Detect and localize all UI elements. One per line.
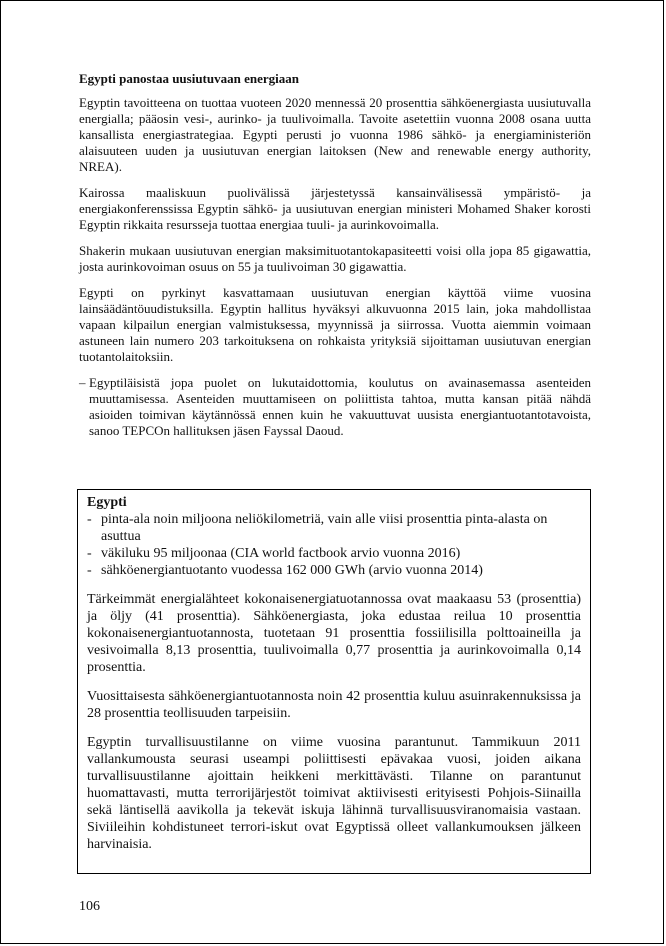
article-paragraph-3: Shakerin mukaan uusiutuvan energian maksimituotantokapasiteetti voisi olla jopa 85 gigawattia, josta aurinkovoiman osuus on 55 ja tuulivoiman 30 gigawattia. <box>79 243 591 274</box>
quote-dash: – <box>79 375 86 390</box>
fact-box-paragraph-1: Tärkeimmät energialähteet kokonaisenergiatuotannossa ovat maakaasu 53 (prosenttia) ja öljy (41 prosenttia). Sähköenergiasta, joka edustaa reilua 10 prosenttia kokonaisenergiantuotannosta, tuotetaan 91 prosenttia fossiilisilla polttoaineilla ja vesivoimalla 8,13 prosenttia, tuulivoimalla 0,77 prosenttia ja aurinkovoimalla 0,14 prosenttia. <box>87 592 581 675</box>
quote-paragraph <box>79 375 591 439</box>
fact-box-item-text: väkiluku 95 miljoonaa (CIA world factbook arvio vuonna 2016) <box>101 546 461 561</box>
page-number: 106 <box>79 899 100 914</box>
quote-text: Egyptiläisistä jopa puolet on lukutaidottomia, koulutus on avainasemassa asenteiden muuttamisessa. Asenteiden muuttamiseen on poliittista tahtoa, mutta kansan pitää nähdä asioiden toimivan käytännössä ennen kuin he vakuuttuvat uusista energiantuotantotavoista, sanoo TEPCOn hallituksen jäsen Fayssal Daoud. <box>89 375 591 438</box>
article-heading: Egypti panostaa uusiutuvaan energiaan <box>79 71 299 86</box>
fact-box-item <box>87 545 581 562</box>
bullet-dash: - <box>87 563 92 578</box>
article-paragraph-4: Egypti on pyrkinyt kasvattamaan uusiutuvan energian käyttöä viime vuosina lainsäädäntöuudistuksilla. Egyptin hallitus hyväksyi alkuvuonna 2015 lain, joka mahdollistaa vapaan kilpailun energian valmistuksessa, myynnissä ja siirrossa. Vuotta aiemmin voimaan astuneen lain numero 203 tarkoituksena on rohkaista yrityksiä sijoittaman uusiutuvan energian tuotantolaitoksiin. <box>79 285 591 364</box>
fact-box-title: Egypti <box>87 495 127 510</box>
article <box>79 71 591 449</box>
fact-box-item <box>87 511 581 545</box>
fact-box-item-text: pinta-ala noin miljoona neliökilometriä, vain alle viisi prosenttia pinta-alasta on asuttua <box>101 512 548 544</box>
fact-box-item-text: sähköenergiantuotanto vuodessa 162 000 GWh (arvio vuonna 2014) <box>101 563 483 578</box>
article-paragraph-1: Egyptin tavoitteena on tuottaa vuoteen 2020 mennessä 20 prosenttia sähköenergiasta uusiutuvalla energialla; pääosin vesi-, aurinko- ja tuulivoimalla. Tavoite asetettiin vuonna 2008 osana uutta kansallista energiastrategiaa. Egypti perusti jo vuonna 1986 sähkö- ja energiaministeriön alaisuuteen uuden ja uusiutuvan energian laitoksen (New and renewable energy authority, NREA). <box>79 95 591 174</box>
fact-box-paragraph-2: Vuosittaisesta sähköenergiantuotannosta noin 42 prosenttia kuluu asuinrakennuksissa ja 28 prosenttia teollisuuden tarpeisiin. <box>87 689 581 721</box>
fact-box-paragraph-3: Egyptin turvallisuustilanne on viime vuosina parantunut. Tammikuun 2011 vallankumousta seurasi useampi poliittisesti epävakaa vuosi, joiden aikana turvallisuustilanne ajoittain heikkeni merkittävästi. Tilanne on parantunut huomattavasti, mutta terrorijärjestöt toimivat aktiivisesti erityisesti Pohjois-Siinailla sekä läntisellä aavikolla ja tekevät iskuja lähinnä turvallisuusviranomaisia vastaan. Siviileihin kohdistuneet terrori-iskut ovat Egyptissä olleet vallankumouksen jälkeen harvinaisia. <box>87 735 581 852</box>
fact-box-list <box>87 511 581 579</box>
fact-box-item <box>87 562 581 579</box>
bullet-dash: - <box>87 512 92 527</box>
article-paragraph-2: Kairossa maaliskuun puolivälissä järjestetyssä kansainvälisessä ympäristö- ja energiakonferenssissa Egyptin sähkö- ja uusiutuvan energian ministeri Mohamed Shaker korosti Egyptin rikkaita resursseja tuottaa energiaa tuuli- ja aurinkovoimalla. <box>79 185 591 232</box>
fact-box <box>77 489 591 874</box>
bullet-dash: - <box>87 546 92 561</box>
